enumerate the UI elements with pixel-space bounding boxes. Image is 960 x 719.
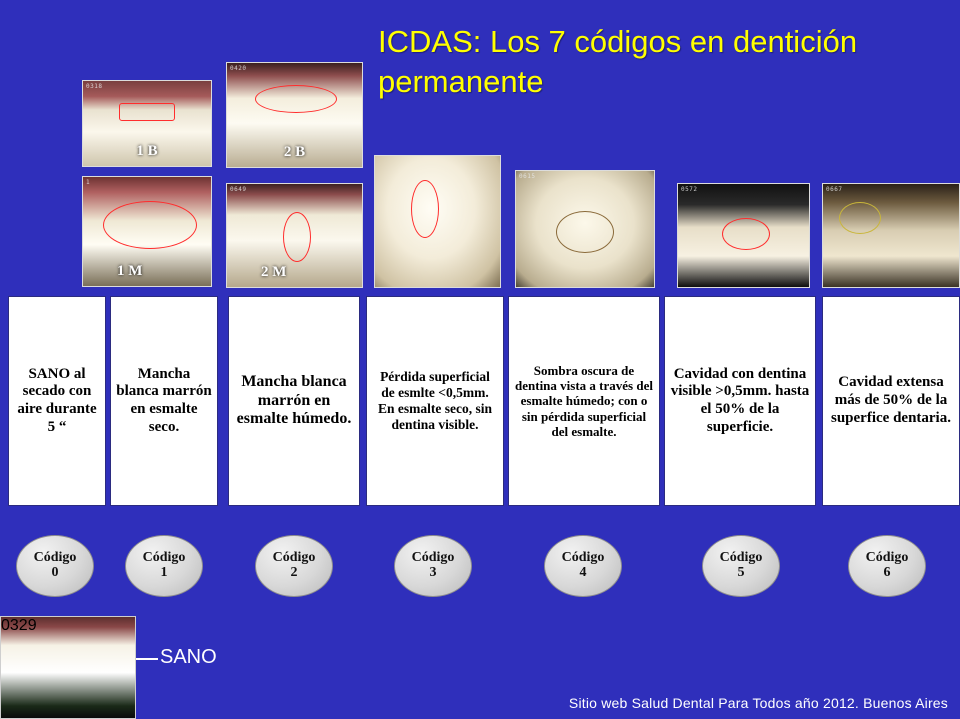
photo-corner-label: 0667 xyxy=(826,186,843,193)
code-label: Código xyxy=(411,550,455,566)
lesion-marker-icon xyxy=(411,180,439,238)
code-label: Código xyxy=(272,550,316,566)
description-box-2: Mancha blanca marrón en esmalte húmedo. xyxy=(228,296,360,506)
description-box-1: Mancha blanca marrón en esmalte seco. xyxy=(110,296,218,506)
photo-caption: 2 M xyxy=(261,264,287,280)
description-box-4: Sombra oscura de dentina vista a través del esmalte húmedo; con o sin pérdida superficial del esmalte. xyxy=(508,296,660,506)
code-badge-6 xyxy=(848,535,926,597)
code-badge-2 xyxy=(255,535,333,597)
lesion-marker-icon xyxy=(839,202,881,234)
code-badge-4 xyxy=(544,535,622,597)
photo-corner-label: 0615 xyxy=(519,173,536,180)
footer-credit: Sitio web Salud Dental Para Todos año 2012. Buenos Aires xyxy=(568,695,948,711)
sano-label: SANO xyxy=(160,646,217,668)
photo-caption: 2 B xyxy=(283,144,306,160)
code-label: Código xyxy=(561,550,605,566)
photo-corner-label: 0318 xyxy=(86,83,103,90)
photo-caption: 1 B xyxy=(136,143,158,159)
description-box-6: Cavidad extensa más de 50% de la superfice dentaria. xyxy=(822,296,960,506)
description-box-0: SANO al secado con aire durante 5 “ xyxy=(8,296,106,506)
code-label: Código xyxy=(33,550,77,566)
photo-corner-label: 0420 xyxy=(230,65,247,72)
photo-code5 xyxy=(677,183,810,288)
photo-1m xyxy=(82,176,212,287)
photo-corner-label: 0572 xyxy=(681,186,698,193)
code-number: 5 xyxy=(737,565,745,580)
lesion-marker-icon xyxy=(556,211,614,253)
photo-2b xyxy=(226,62,363,168)
code-label: Código xyxy=(865,550,909,566)
code-badge-1 xyxy=(125,535,203,597)
code-label: Código xyxy=(142,550,186,566)
photo-corner-label: 0329 xyxy=(1,617,37,634)
code-badge-5 xyxy=(702,535,780,597)
lesion-marker-icon xyxy=(722,218,770,250)
photo-code4 xyxy=(515,170,655,288)
photo-caption: 1 M xyxy=(117,263,143,279)
description-box-3: Pérdida superficial de esmlte <0,5mm. En esmalte seco, sin dentina visible. xyxy=(366,296,504,506)
code-number: 3 xyxy=(429,565,437,580)
code-number: 6 xyxy=(883,565,891,580)
photo-code3 xyxy=(374,155,501,288)
code-number: 2 xyxy=(290,565,298,580)
photo-2m xyxy=(226,183,363,288)
photo-corner-label: 0649 xyxy=(230,186,247,193)
description-box-5: Cavidad con dentina visible >0,5mm. hasta el 50% de la superficie. xyxy=(664,296,816,506)
photo-sano xyxy=(0,616,136,719)
code-number: 0 xyxy=(51,565,59,580)
photo-code6 xyxy=(822,183,960,288)
photo-corner-label: 1 xyxy=(86,179,91,186)
photo-1b xyxy=(82,80,212,167)
lesion-marker-icon xyxy=(119,103,175,121)
sano-leader-line xyxy=(136,658,158,660)
code-badge-3 xyxy=(394,535,472,597)
code-number: 1 xyxy=(160,565,168,580)
lesion-marker-icon xyxy=(255,85,337,113)
lesion-marker-icon xyxy=(283,212,311,262)
code-number: 4 xyxy=(579,565,587,580)
code-badge-0 xyxy=(16,535,94,597)
code-label: Código xyxy=(719,550,763,566)
page-title: ICDAS: Los 7 códigos en dentición permanente xyxy=(378,24,858,99)
lesion-marker-icon xyxy=(103,201,197,249)
